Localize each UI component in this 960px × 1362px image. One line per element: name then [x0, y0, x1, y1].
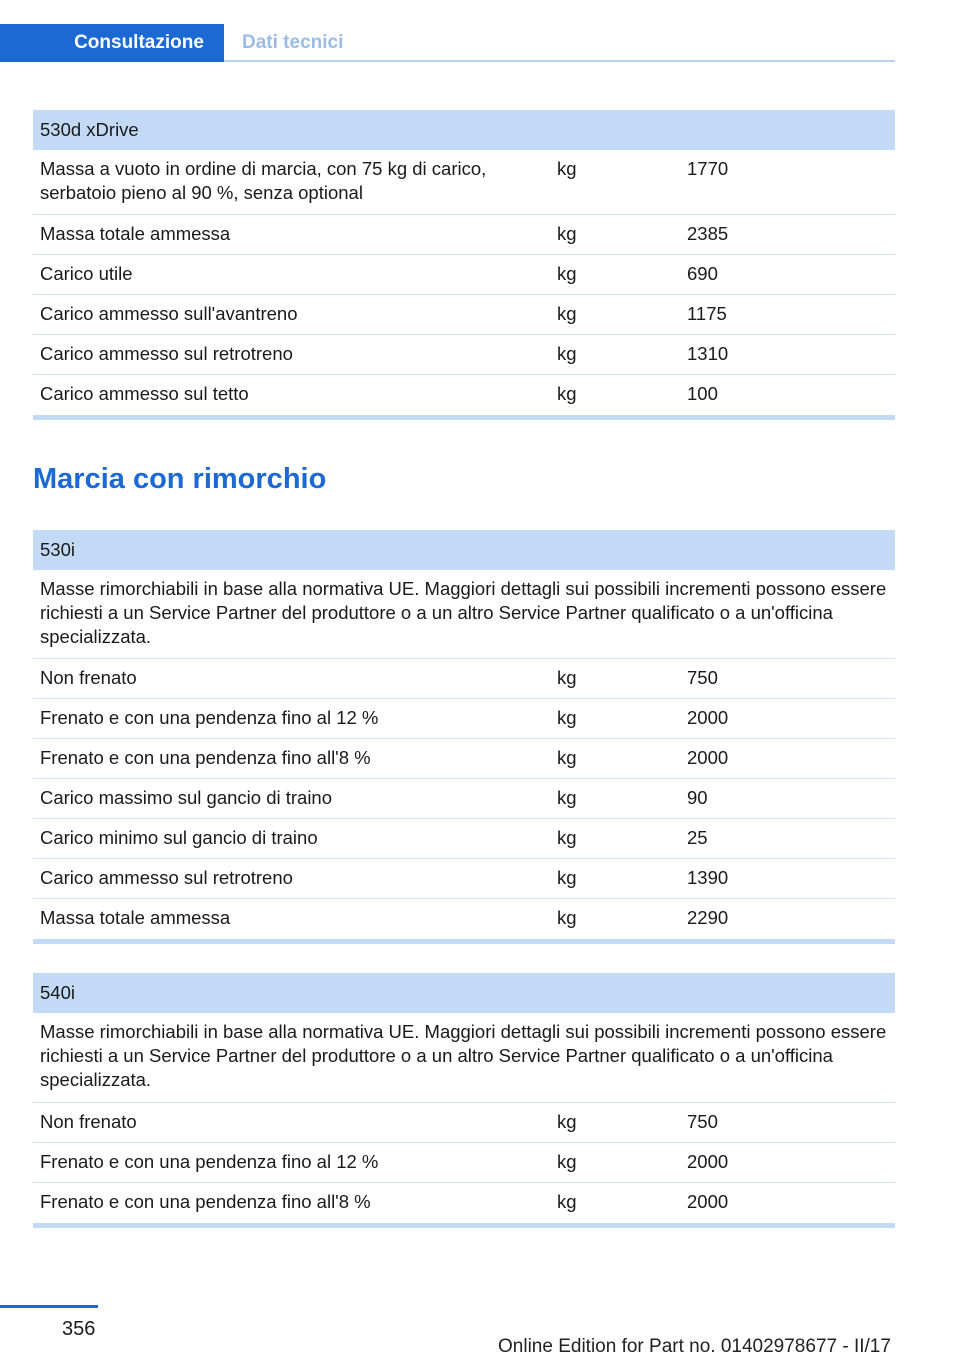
- row-label: Carico utile: [40, 263, 133, 284]
- row-value: 750: [687, 667, 718, 688]
- table-row: [33, 335, 895, 375]
- table-row: [33, 699, 895, 739]
- edition-footer: Online Edition for Part no. 01402978677 - II/17: [498, 1336, 891, 1357]
- row-unit: kg: [557, 1111, 577, 1132]
- row-value: 690: [687, 263, 718, 284]
- row-value: 2000: [687, 707, 729, 728]
- row-unit: kg: [557, 383, 577, 404]
- row-unit: kg: [557, 223, 577, 244]
- row-label: Non frenato: [40, 1111, 137, 1132]
- table-header: 540i: [33, 973, 895, 1013]
- table-row: [33, 899, 895, 939]
- row-label: Carico ammesso sul retrotreno: [40, 343, 293, 364]
- row-value: 750: [687, 1111, 718, 1132]
- table-row: [33, 255, 895, 295]
- row-unit: kg: [557, 1151, 577, 1172]
- row-value: 2290: [687, 907, 729, 928]
- table-end-bar: [33, 415, 895, 420]
- section-title: Marcia con rimorchio: [33, 463, 327, 495]
- table-row: [33, 739, 895, 779]
- page-number: 356: [62, 1318, 96, 1340]
- table-row: [33, 1143, 895, 1183]
- row-unit: kg: [557, 263, 577, 284]
- table-row: [33, 215, 895, 255]
- row-label: Carico massimo sul gancio di traino: [40, 787, 333, 808]
- row-label: Frenato e con una pendenza fino al 12 %: [40, 1151, 379, 1172]
- tab-bar: [0, 24, 895, 62]
- row-value: 2000: [687, 1151, 729, 1172]
- table-row: [33, 779, 895, 819]
- table-end-bar: [33, 1223, 895, 1228]
- row-label: Carico minimo sul gancio di traino: [40, 827, 318, 848]
- table-row: [33, 1103, 895, 1143]
- table-row: [33, 295, 895, 335]
- row-unit: kg: [557, 1191, 577, 1212]
- table-note: Masse rimorchiabili in base alla normativa UE. Maggiori dettagli sui possibili incrementi possono essere richiesti a un Service Partner del produttore o a un altro Service Partner qualificato o a un'officina specializzata.: [33, 570, 895, 659]
- row-label: Massa totale ammessa: [40, 223, 231, 244]
- tab-dati-tecnici[interactable]: Dati tecnici: [242, 32, 344, 53]
- row-unit: kg: [557, 827, 577, 848]
- table-530i: [33, 530, 895, 944]
- row-unit: kg: [557, 787, 577, 808]
- tab-consultazione[interactable]: Consultazione: [0, 24, 224, 62]
- table-row: [33, 375, 895, 415]
- row-value: 1310: [687, 343, 729, 364]
- row-value: 1770: [687, 158, 729, 179]
- row-unit: kg: [557, 707, 577, 728]
- row-unit: kg: [557, 747, 577, 768]
- row-label: Non frenato: [40, 667, 137, 688]
- row-unit: kg: [557, 343, 577, 364]
- table-row: [33, 819, 895, 859]
- row-unit: kg: [557, 667, 577, 688]
- table-header: 530i: [33, 530, 895, 570]
- table-row: [33, 659, 895, 699]
- row-label: Carico ammesso sul retrotreno: [40, 867, 293, 888]
- row-value: 1390: [687, 867, 729, 888]
- row-label: Carico ammesso sull'avantreno: [40, 303, 298, 324]
- row-unit: kg: [557, 907, 577, 928]
- table-note: Masse rimorchiabili in base alla normativa UE. Maggiori dettagli sui possibili incrementi possono essere richiesti a un Service Partner del produttore o a un altro Service Partner qualificato o a un'officina specializzata.: [33, 1013, 895, 1103]
- table-530d-xdrive: [33, 110, 895, 420]
- table-540i: [33, 973, 895, 1228]
- table-end-bar: [33, 939, 895, 944]
- row-unit: kg: [557, 867, 577, 888]
- row-unit: kg: [557, 158, 577, 179]
- row-label: Massa totale ammessa: [40, 907, 231, 928]
- row-value: 1175: [687, 303, 727, 324]
- table-row: [33, 859, 895, 899]
- row-label: Frenato e con una pendenza fino all'8 %: [40, 1191, 371, 1212]
- row-value: 100: [687, 383, 718, 404]
- row-value: 2385: [687, 223, 729, 244]
- row-label: Frenato e con una pendenza fino all'8 %: [40, 747, 371, 768]
- row-label: Carico ammesso sul tetto: [40, 383, 249, 404]
- row-value: 2000: [687, 747, 729, 768]
- row-value: 25: [687, 827, 708, 848]
- row-label: Massa a vuoto in ordine di marcia, con 75 kg di carico, serbatoio pieno al 90 %, senza optional: [40, 158, 487, 203]
- table-row: [33, 150, 895, 215]
- row-value: 90: [687, 787, 708, 808]
- table-row: [33, 1183, 895, 1223]
- row-value: 2000: [687, 1191, 729, 1212]
- footer-rule: [0, 1305, 98, 1308]
- table-header: 530d xDrive: [33, 110, 895, 150]
- row-label: Frenato e con una pendenza fino al 12 %: [40, 707, 379, 728]
- row-unit: kg: [557, 303, 577, 324]
